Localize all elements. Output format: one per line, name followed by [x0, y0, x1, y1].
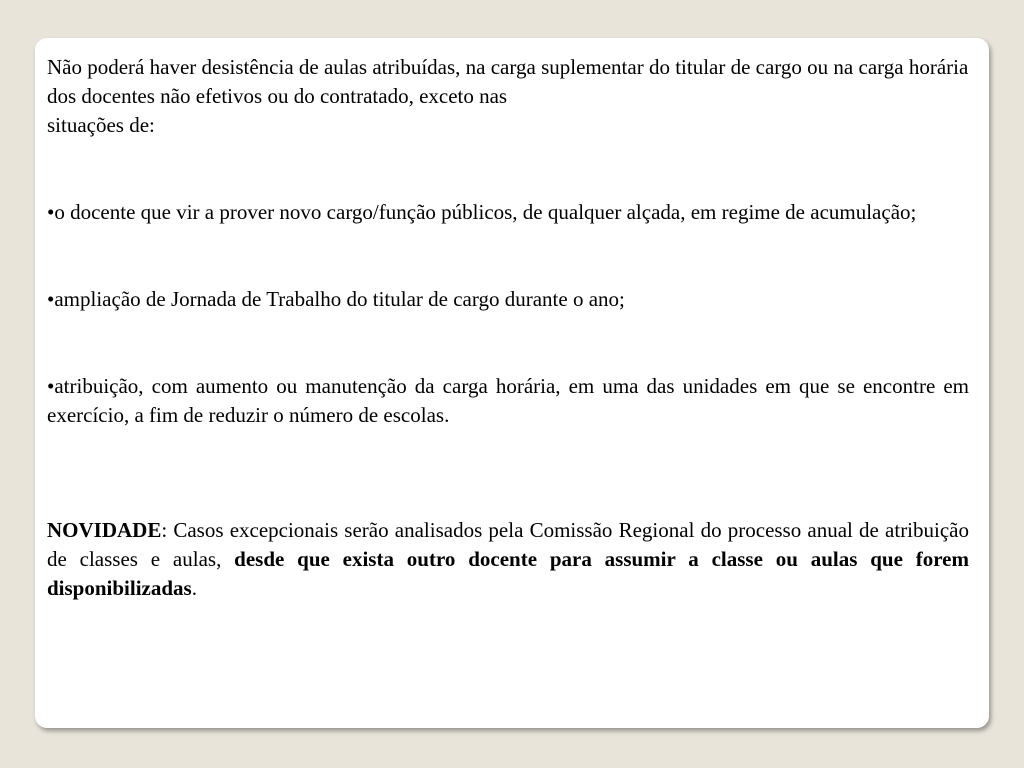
novidade-paragraph [47, 516, 969, 603]
slide-text [47, 53, 969, 603]
bullet-item: •ampliação de Jornada de Trabalho do titular de cargo durante o ano; [47, 287, 625, 311]
bullet-item: •o docente que vir a prover novo cargo/função públicos, de qualquer alçada, em regime de acumulação; [47, 200, 917, 224]
intro-line: Não poderá haver desistência de aulas atribuídas, na carga suplementar do titular de cargo ou na carga horária dos docentes não efetivos ou do contratado, exceto nas [47, 55, 969, 108]
intro-line-2: situações de: [47, 113, 155, 137]
novidade-label: NOVIDADE [47, 518, 162, 542]
novidade-end: . [191, 576, 197, 600]
slide-card [35, 38, 989, 728]
novidade-text: : Casos excepcionais serão analisados pela Comissão Regional do processo anual de atribuição de classes e aulas, [47, 518, 969, 571]
novidade-bold: desde que exista outro docente para assumir a classe ou aulas que forem disponibilizadas [47, 547, 969, 600]
bullet-item: •atribuição, com aumento ou manutenção da carga horária, em uma das unidades em que se encontre em exercício, a fim de reduzir o número de escolas. [47, 374, 969, 427]
intro-paragraph [47, 53, 969, 140]
